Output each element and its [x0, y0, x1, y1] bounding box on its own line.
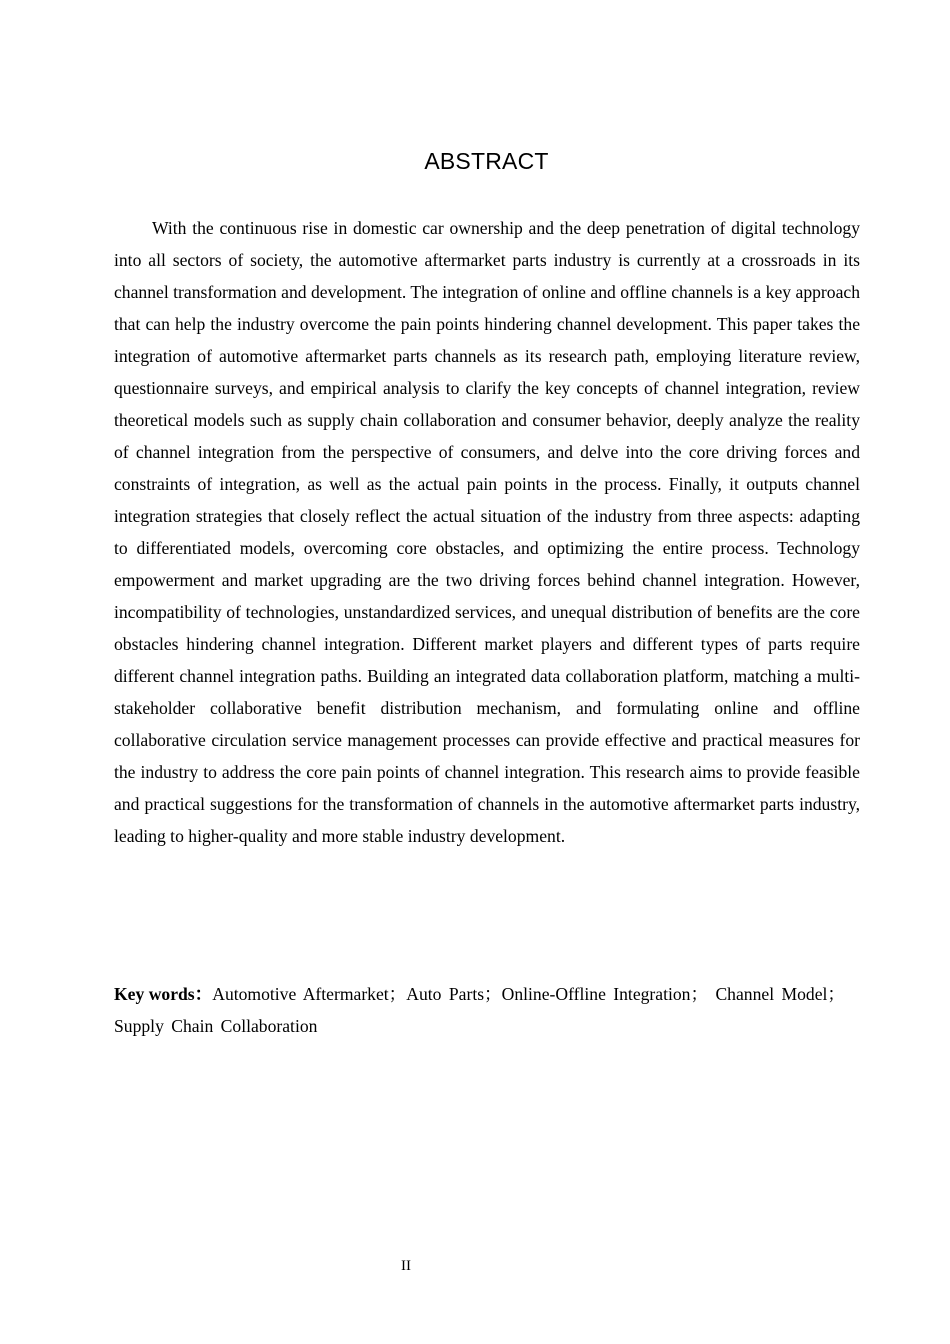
keywords-list: Automotive Aftermarket；Auto Parts；Online-Offline Integration； Channel Model； Supply Chain Collaboration — [114, 984, 846, 1036]
keywords-line — [114, 978, 854, 1042]
abstract-body: With the continuous rise in domestic car ownership and the deep penetration of digital technology into all sectors of society, the automotive aftermarket parts industry is currently at a crossroads in its channel transformation and development. The integration of online and offline channels is a key approach that can help the industry overcome the pain points hindering channel development. This paper takes the integration of automotive aftermarket parts channels as its research path, employing literature review, questionnaire surveys, and empirical analysis to clarify the key concepts of channel integration, review theoretical models such as supply chain collaboration and consumer behavior, deeply analyze the reality of channel integration from the perspective of consumers, and delve into the core driving forces and constraints of integration, as well as the actual pain points in the process. Finally, it outputs channel integration strategies that closely reflect the actual situation of the industry from three aspects: adapting to differentiated models, overcoming core obstacles, and optimizing the entire process. Technology empowerment and market upgrading are the two driving forces behind channel integration. However, incompatibility of technologies, unstandardized services, and unequal distribution of benefits are the core obstacles hindering channel integration. Different market players and different types of parts require different channel integration paths. Building an integrated data collaboration platform, matching a multi-stakeholder collaborative benefit distribution mechanism, and formulating online and offline collaborative circulation service management processes can provide effective and practical measures for the industry to address the core pain points of channel integration. This research aims to provide feasible and practical suggestions for the transformation of channels in the automotive aftermarket parts industry, leading to higher-quality and more stable industry development. — [114, 218, 860, 846]
page-number: II — [401, 1258, 411, 1274]
abstract-title: ABSTRACT — [424, 148, 549, 174]
keywords-label: Key words： — [114, 984, 213, 1004]
